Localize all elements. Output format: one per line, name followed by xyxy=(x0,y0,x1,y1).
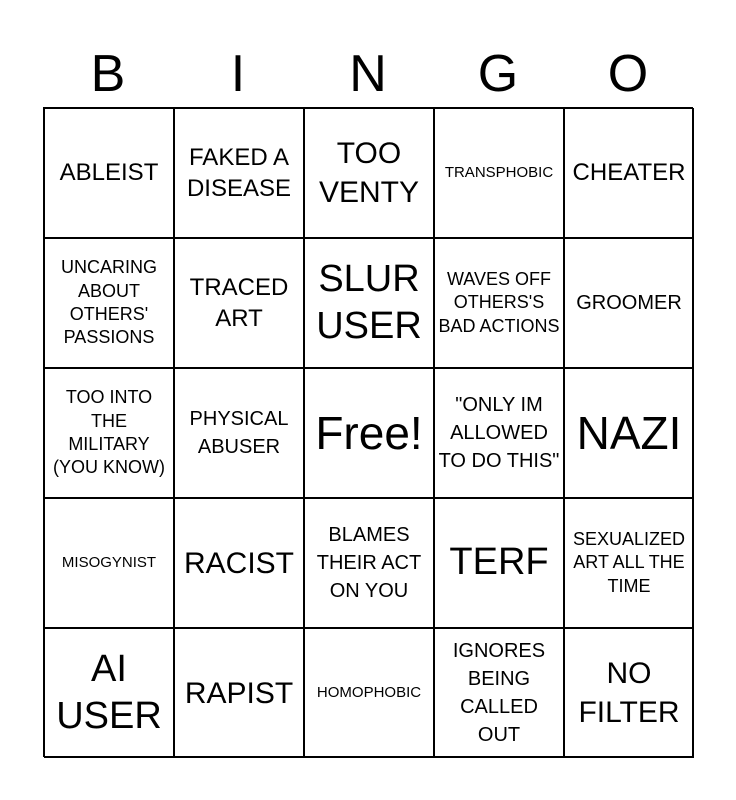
header-letter-b: B xyxy=(90,45,126,103)
bingo-cell[interactable]: MISOGYNIST xyxy=(44,498,174,628)
bingo-cell[interactable]: RAPIST xyxy=(174,628,304,758)
bingo-cell[interactable]: SEXUALIZED ART ALL THE TIME xyxy=(564,498,694,628)
bingo-cell-free[interactable]: Free! xyxy=(304,368,434,498)
header-letter-o: O xyxy=(607,45,649,103)
bingo-cell[interactable]: "ONLY IM ALLOWED TO DO THIS" xyxy=(434,368,564,498)
bingo-board xyxy=(43,107,693,757)
bingo-cell[interactable]: TOO INTO THE MILITARY (YOU KNOW) xyxy=(44,368,174,498)
bingo-cell[interactable]: GROOMER xyxy=(564,238,694,368)
bingo-cell[interactable]: NAZI xyxy=(564,368,694,498)
bingo-cell[interactable]: IGNORES BEING CALLED OUT xyxy=(434,628,564,758)
header-letter-g: G xyxy=(477,45,519,103)
bingo-cell[interactable]: RACIST xyxy=(174,498,304,628)
bingo-cell[interactable]: ABLEIST xyxy=(44,108,174,238)
bingo-cell[interactable]: TRANSPHOBIC xyxy=(434,108,564,238)
bingo-cell[interactable]: CHEATER xyxy=(564,108,694,238)
bingo-header xyxy=(43,40,693,108)
bingo-cell[interactable]: UNCARING ABOUT OTHERS' PASSIONS xyxy=(44,238,174,368)
bingo-cell[interactable]: TERF xyxy=(434,498,564,628)
bingo-cell[interactable]: AI USER xyxy=(44,628,174,758)
header-letter-i: I xyxy=(230,45,246,103)
bingo-cell[interactable]: HOMOPHOBIC xyxy=(304,628,434,758)
bingo-cell[interactable]: SLUR USER xyxy=(304,238,434,368)
bingo-cell[interactable]: WAVES OFF OTHERS'S BAD ACTIONS xyxy=(434,238,564,368)
bingo-cell[interactable]: BLAMES THEIR ACT ON YOU xyxy=(304,498,434,628)
bingo-cell[interactable]: TOO VENTY xyxy=(304,108,434,238)
bingo-cell[interactable]: TRACED ART xyxy=(174,238,304,368)
bingo-cell[interactable]: FAKED A DISEASE xyxy=(174,108,304,238)
bingo-cell[interactable]: PHYSICAL ABUSER xyxy=(174,368,304,498)
header-letter-n: N xyxy=(349,45,387,103)
bingo-cell[interactable]: NO FILTER xyxy=(564,628,694,758)
